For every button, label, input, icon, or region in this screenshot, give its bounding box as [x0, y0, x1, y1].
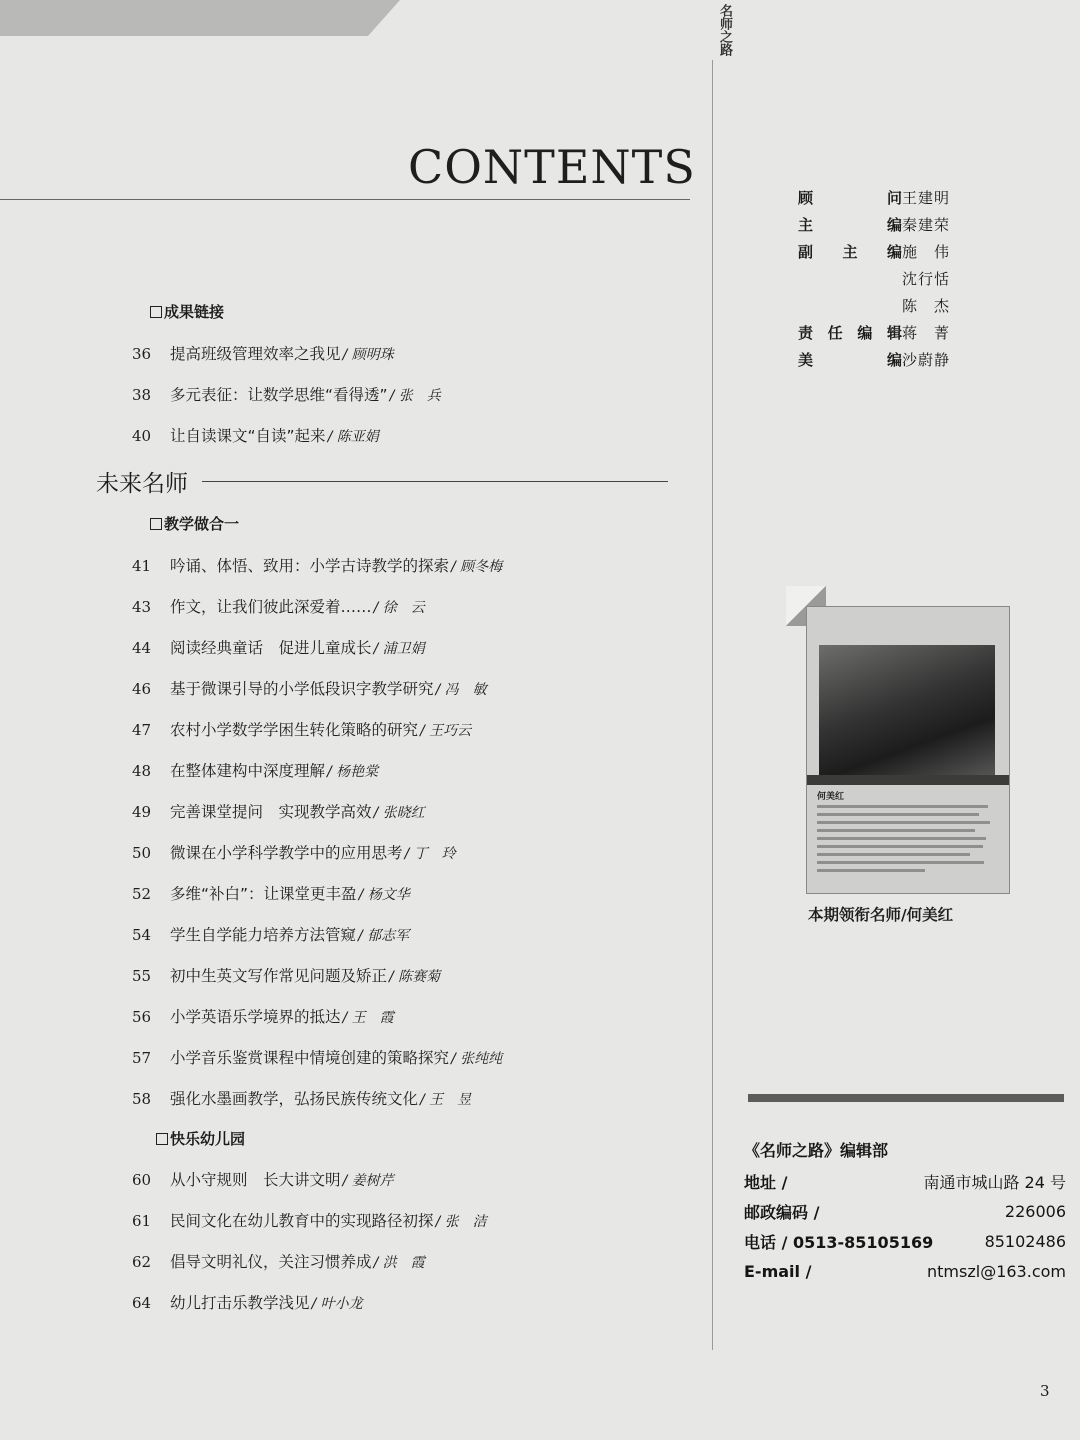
toc-author: / 张 兵 — [389, 388, 441, 404]
toc-article-title: 阅读经典童话 促进儿童成长 — [170, 639, 372, 657]
corner-tab — [0, 0, 400, 36]
staff-role-char: 问 — [886, 189, 902, 207]
staff-row — [798, 346, 968, 373]
staff-role-char: 编 — [886, 216, 902, 234]
staff-row — [798, 319, 968, 346]
toc-author: / 张纯纯 — [451, 1051, 503, 1067]
toc-page-number: 52 — [132, 885, 152, 903]
featured-teacher-card — [806, 606, 1010, 894]
toc-entry[interactable] — [132, 1046, 502, 1068]
editorial-row — [744, 1196, 1066, 1226]
editorial-value: 85102486 — [984, 1231, 1066, 1251]
toc-entry[interactable] — [132, 923, 409, 945]
toc-author: / 姜树芹 — [342, 1173, 394, 1189]
toc-article-title: 作文，让我们彼此深爱着…… — [170, 598, 372, 616]
staff-role-char: 编 — [886, 351, 902, 369]
toc-entry[interactable] — [132, 800, 425, 822]
toc-article-title: 民间文化在幼儿教育中的实现路径初探 — [170, 1212, 434, 1230]
toc-author: / 郁志军 — [358, 928, 410, 944]
toc-page-number: 61 — [132, 1212, 152, 1230]
staff-role-char: 编 — [886, 243, 902, 261]
section-heading: 未来名师 — [96, 471, 188, 497]
toc-author: / 冯 敏 — [435, 682, 487, 698]
toc-article-title: 强化水墨画教学，弘扬民族传统文化 — [170, 1090, 419, 1108]
editorial-label: 地址 / — [744, 1172, 788, 1192]
toc-author: / 陈赛菊 — [389, 969, 441, 985]
column-divider — [712, 60, 713, 1350]
toc-entry[interactable] — [132, 677, 487, 699]
spine-title: 名师之路 — [717, 4, 732, 56]
staff-name: 陈 杰 — [902, 297, 951, 315]
teacher-photo — [819, 645, 995, 775]
staff-masthead — [798, 184, 968, 373]
toc-article-title: 农村小学数学学困生转化策略的研究 — [170, 721, 419, 739]
toc-author: / 王 昱 — [420, 1092, 472, 1108]
staff-name: 秦建荣 — [902, 216, 951, 234]
toc-author: / 浦卫娟 — [373, 641, 425, 657]
toc-page-number: 49 — [132, 803, 152, 821]
toc-page-number: 55 — [132, 967, 152, 985]
toc-article-title: 吟诵、体悟、致用：小学古诗教学的探索 — [170, 557, 450, 575]
subhead-jiaoxue — [150, 513, 239, 534]
toc-entry[interactable] — [132, 759, 378, 781]
checkbox-square-icon — [150, 518, 162, 530]
toc-page-number: 64 — [132, 1294, 152, 1312]
toc-page-number: 48 — [132, 762, 152, 780]
toc-entry[interactable] — [132, 1005, 394, 1027]
checkbox-square-icon — [156, 1133, 168, 1145]
toc-entry[interactable] — [132, 1250, 425, 1272]
staff-row — [798, 211, 968, 238]
toc-page-number: 40 — [132, 427, 152, 445]
editorial-label: 邮政编码 / — [744, 1202, 820, 1222]
toc-page-number: 58 — [132, 1090, 152, 1108]
toc-author: / 丁 玲 — [404, 846, 456, 862]
staff-role-char: 辑 — [886, 324, 902, 342]
staff-role-char: 主 — [798, 216, 814, 234]
toc-entry[interactable] — [132, 718, 471, 740]
toc-entry[interactable] — [132, 1087, 471, 1109]
toc-page-number: 44 — [132, 639, 152, 657]
staff-role — [798, 322, 902, 343]
staff-role-char: 副 — [798, 243, 814, 261]
staff-role — [798, 214, 902, 235]
staff-name: 沙蔚静 — [902, 351, 951, 369]
toc-article-title: 多维“补白”：让课堂更丰盈 — [170, 885, 357, 903]
toc-author: / 叶小龙 — [311, 1296, 363, 1312]
staff-role-char: 任 — [827, 324, 843, 342]
toc-entry[interactable] — [132, 1291, 363, 1313]
editorial-value: 226006 — [1004, 1201, 1066, 1221]
toc-article-title: 多元表征：让数学思维“看得透” — [170, 386, 388, 404]
toc-article-title: 微课在小学科学教学中的应用思考 — [170, 844, 403, 862]
toc-entry[interactable] — [132, 964, 440, 986]
toc-entry[interactable] — [132, 636, 425, 658]
toc-article-title: 基于微课引导的小学低段识字教学研究 — [170, 680, 434, 698]
staff-name: 王建明 — [902, 189, 951, 207]
toc-article-title: 从小守规则 长大讲文明 — [170, 1171, 341, 1189]
editorial-row — [744, 1166, 1066, 1196]
subhead-youeryuan — [156, 1128, 245, 1149]
toc-author: / 张晓红 — [373, 805, 425, 821]
toc-article-title: 在整体建构中深度理解 — [170, 762, 326, 780]
toc-page-number: 54 — [132, 926, 152, 944]
contents-title: CONTENTS — [408, 140, 696, 194]
staff-role — [798, 241, 902, 262]
toc-entry[interactable] — [132, 424, 379, 446]
staff-name: 施 伟 — [902, 243, 951, 261]
editorial-label: 电话 / 0513-85105169 — [744, 1232, 934, 1252]
photo-caption: 本期领衔名师/何美红 — [808, 906, 954, 924]
toc-entry[interactable] — [132, 342, 394, 364]
staff-role-char: 责 — [798, 324, 814, 342]
toc-article-title: 让自读课文“自读”起来 — [170, 427, 326, 445]
toc-page-number: 60 — [132, 1171, 152, 1189]
toc-page-number: 46 — [132, 680, 152, 698]
toc-article-title: 完善课堂提问 实现教学高效 — [170, 803, 372, 821]
card-teacher-name: 何美红 — [817, 792, 845, 802]
staff-row — [798, 184, 968, 211]
card-banner — [807, 775, 1009, 785]
checkbox-square-icon — [150, 306, 162, 318]
staff-role-char: 编 — [857, 324, 873, 342]
toc-page-number: 43 — [132, 598, 152, 616]
toc-author: / 徐 云 — [373, 600, 425, 616]
subhead-label: 教学做合一 — [164, 515, 240, 533]
staff-role — [798, 349, 902, 370]
subhead-label: 快乐幼儿园 — [170, 1130, 246, 1148]
toc-article-title: 小学音乐鉴赏课程中情境创建的策略探究 — [170, 1049, 450, 1067]
toc-author: / 顾冬梅 — [451, 559, 503, 575]
toc-page-number: 38 — [132, 386, 152, 404]
toc-article-title: 初中生英文写作常见问题及矫正 — [170, 967, 388, 985]
toc-article-title: 提高班级管理效率之我见 — [170, 345, 341, 363]
subhead-chengguo — [150, 301, 224, 322]
toc-article-title: 小学英语乐学境界的抵达 — [170, 1008, 341, 1026]
toc-author: / 杨艳棠 — [327, 764, 379, 780]
toc-entry[interactable] — [132, 882, 410, 904]
toc-author: / 杨文华 — [358, 887, 410, 903]
title-rule — [0, 199, 690, 200]
editorial-title: 《名师之路》编辑部 — [744, 1141, 889, 1160]
editorial-row — [744, 1226, 1066, 1256]
editorial-row — [744, 1256, 1066, 1286]
toc-entry[interactable] — [132, 841, 456, 863]
staff-role-char: 主 — [842, 243, 858, 261]
staff-row — [798, 238, 968, 265]
staff-role — [798, 187, 902, 208]
subhead-label: 成果链接 — [164, 303, 225, 321]
staff-name: 蒋 菁 — [902, 324, 951, 342]
section-rule — [202, 481, 668, 482]
toc-author: / 洪 霞 — [373, 1255, 425, 1271]
staff-role-char: 顾 — [798, 189, 814, 207]
toc-entry[interactable] — [132, 1209, 487, 1231]
toc-entry[interactable] — [132, 595, 425, 617]
staff-role-char: 美 — [798, 351, 814, 369]
staff-name: 沈行恬 — [902, 270, 951, 288]
page-number: 3 — [1040, 1382, 1050, 1400]
toc-article-title: 幼儿打击乐教学浅见 — [170, 1294, 310, 1312]
toc-author: / 陈亚娟 — [327, 429, 379, 445]
toc-entry[interactable] — [132, 383, 441, 405]
toc-author: / 顾明珠 — [342, 347, 394, 363]
toc-author: / 王 霞 — [342, 1010, 394, 1026]
editorial-value: 南通市城山路 24 号 — [923, 1172, 1066, 1192]
editorial-label: E-mail / — [744, 1261, 812, 1281]
toc-page-number: 50 — [132, 844, 152, 862]
toc-entry[interactable] — [132, 554, 502, 576]
toc-entry[interactable] — [132, 1168, 394, 1190]
toc-article-title: 倡导文明礼仪，关注习惯养成 — [170, 1253, 372, 1271]
toc-page-number: 56 — [132, 1008, 152, 1026]
toc-article-title: 学生自学能力培养方法管窥 — [170, 926, 357, 944]
toc-page-number: 47 — [132, 721, 152, 739]
staff-row — [798, 265, 968, 292]
toc-author: / 王巧云 — [420, 723, 472, 739]
card-text-block — [817, 805, 997, 877]
toc-author: / 张 洁 — [435, 1214, 487, 1230]
staff-row — [798, 292, 968, 319]
editorial-info — [744, 1138, 1066, 1286]
toc-page-number: 57 — [132, 1049, 152, 1067]
editorial-value[interactable]: ntmszl@163.com — [927, 1261, 1066, 1281]
toc-page-number: 36 — [132, 345, 152, 363]
toc-page-number: 62 — [132, 1253, 152, 1271]
info-bar — [748, 1094, 1064, 1102]
toc-page-number: 41 — [132, 557, 152, 575]
